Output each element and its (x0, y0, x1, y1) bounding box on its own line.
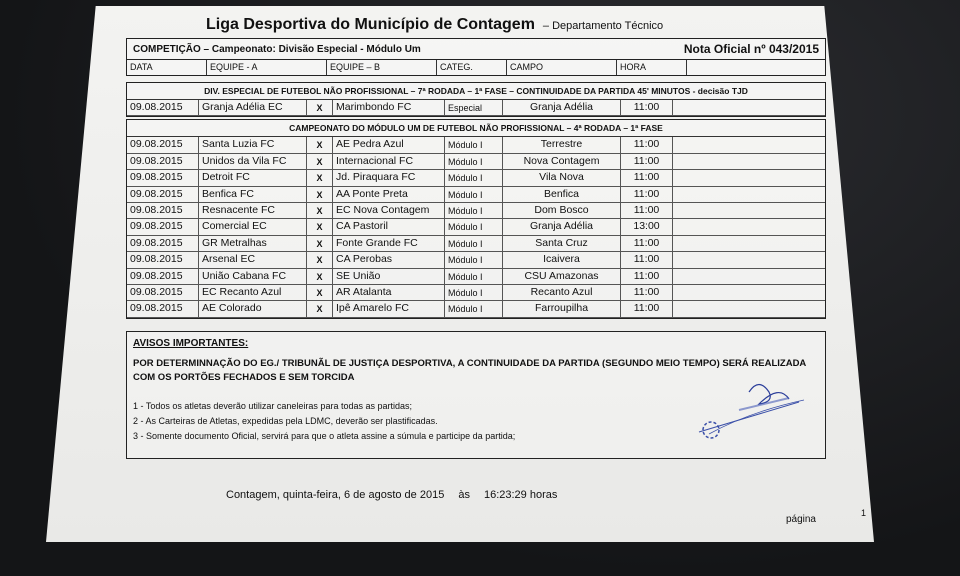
table-row (127, 236, 825, 252)
field-name: Granja Adélia (503, 219, 621, 234)
team-b: Marimbondo FC (333, 100, 445, 115)
col-field: CAMPO (507, 60, 617, 75)
field-name: Benfica (503, 187, 621, 202)
field-name: CSU Amazonas (503, 269, 621, 284)
team-b: Internacional FC (333, 154, 445, 169)
team-a: Benfica FC (199, 187, 307, 202)
field-name: Terrestre (503, 137, 621, 152)
row-extra (673, 187, 825, 202)
versus-mark: X (307, 269, 333, 284)
table-row (127, 285, 825, 301)
team-b: AE Pedra Azul (333, 137, 445, 152)
team-a: Detroit FC (199, 170, 307, 185)
category: Módulo I (445, 285, 503, 300)
col-date: DATA (127, 60, 207, 75)
table-row (127, 252, 825, 268)
document-header (206, 16, 826, 34)
row-extra (673, 269, 825, 284)
versus-mark: X (307, 100, 333, 115)
section-modulo-rows (127, 137, 825, 317)
department-label: – Departamento Técnico (542, 20, 664, 32)
col-extra (687, 60, 825, 75)
versus-mark: X (307, 236, 333, 251)
col-time: HORA (617, 60, 687, 75)
row-extra (673, 137, 825, 152)
col-team-a: EQUIPE - A (207, 60, 327, 75)
nota-number: nº 043/2015 (753, 42, 819, 56)
avisos-main-text: POR DETERMINNAÇÃO DO EG./ TRIBUNÃL DE JUSTIÇA DESPORTIVA, A CONTINUIDADE DA PARTIDA (SEGUNDO MEIO TEMPO) SERÁ REALIZADA COM OS PORTÕES FECHADOS E SEM TORCIDA (133, 357, 806, 383)
team-a: GR Metralhas (199, 236, 307, 251)
team-b: AA Ponte Preta (333, 187, 445, 202)
table-row (127, 219, 825, 235)
match-time: 11:00 (621, 170, 673, 185)
match-date: 09.08.2015 (127, 203, 199, 218)
category: Módulo I (445, 252, 503, 267)
team-a: Arsenal EC (199, 252, 307, 267)
match-date: 09.08.2015 (127, 252, 199, 267)
match-time: 11:00 (621, 252, 673, 267)
team-a: AE Colorado (199, 301, 307, 316)
match-time: 11:00 (621, 187, 673, 202)
team-a: Resnacente FC (199, 203, 307, 218)
match-time: 11:00 (621, 301, 673, 316)
match-date: 09.08.2015 (127, 100, 199, 115)
row-extra (673, 100, 825, 115)
category: Módulo I (445, 187, 503, 202)
team-b: AR Atalanta (333, 285, 445, 300)
row-extra (673, 219, 825, 234)
team-a: Santa Luzia FC (199, 137, 307, 152)
row-extra (673, 252, 825, 267)
signature-stamp-icon (689, 372, 809, 442)
field-name: Dom Bosco (503, 203, 621, 218)
table-row (127, 301, 825, 317)
nota-oficial (684, 42, 819, 56)
row-extra (673, 170, 825, 185)
document-footer (126, 489, 826, 501)
table-row (127, 187, 825, 203)
table-row (127, 269, 825, 285)
versus-mark: X (307, 187, 333, 202)
match-date: 09.08.2015 (127, 219, 199, 234)
match-time: 11:00 (621, 285, 673, 300)
match-date: 09.08.2015 (127, 285, 199, 300)
section-especial-rows (127, 100, 825, 116)
table-row (127, 137, 825, 153)
page-label: página (785, 514, 816, 525)
versus-mark: X (307, 252, 333, 267)
field-name: Santa Cruz (503, 236, 621, 251)
team-a: Comercial EC (199, 219, 307, 234)
field-name: Farroupilha (503, 301, 621, 316)
versus-mark: X (307, 301, 333, 316)
match-time: 11:00 (621, 236, 673, 251)
category: Módulo I (445, 219, 503, 234)
match-time: 11:00 (621, 203, 673, 218)
table-row (127, 203, 825, 219)
team-b: CA Perobas (333, 252, 445, 267)
field-name: Nova Contagem (503, 154, 621, 169)
match-date: 09.08.2015 (127, 137, 199, 152)
official-note-document (126, 16, 866, 525)
category: Módulo I (445, 203, 503, 218)
match-date: 09.08.2015 (127, 170, 199, 185)
col-team-b: EQUIPE – B (327, 60, 437, 75)
team-a: Unidos da Vila FC (199, 154, 307, 169)
match-time: 13:00 (621, 219, 673, 234)
team-b: EC Nova Contagem (333, 203, 445, 218)
match-date: 09.08.2015 (127, 187, 199, 202)
col-category: CATEG. (437, 60, 507, 75)
row-extra (673, 236, 825, 251)
match-time: 11:00 (621, 137, 673, 152)
page-number: 1 (860, 508, 866, 518)
field-name: Icaivera (503, 252, 621, 267)
versus-mark: X (307, 219, 333, 234)
match-date: 09.08.2015 (127, 236, 199, 251)
footer-time: 16:23:29 horas (483, 488, 558, 501)
team-b: SE União (333, 269, 445, 284)
table-row (127, 154, 825, 170)
table-row (127, 170, 825, 186)
category: Módulo I (445, 301, 503, 316)
team-b: CA Pastoril (333, 219, 445, 234)
category: Módulo I (445, 154, 503, 169)
org-title: Liga Desportiva do Município de Contagem (206, 16, 535, 33)
section-modulo-title: CAMPEONATO DO MÓDULO UM DE FUTEBOL NÃO PROFISSIONAL – 4ª RODADA – 1ª FASE (127, 120, 825, 137)
match-time: 11:00 (621, 154, 673, 169)
category: Módulo I (445, 170, 503, 185)
competition-label: COMPETIÇÃO – Campeonato: Divisão Especial - Módulo Um (133, 43, 421, 55)
aviso-item-1: 1 - Todos os atletas deverão utilizar caneleiras para todas as partidas; (133, 400, 412, 411)
footer-place-date: Contagem, quinta-feira, 6 de agosto de 2015 (226, 488, 445, 501)
row-extra (673, 154, 825, 169)
field-name: Vila Nova (503, 170, 621, 185)
footer-at: às (458, 488, 470, 501)
team-b: Ipê Amarelo FC (333, 301, 445, 316)
nota-label: Nota Oficial (683, 42, 751, 56)
avisos-title: AVISOS IMPORTANTES: (133, 337, 249, 349)
row-extra (673, 285, 825, 300)
team-b: Jd. Piraquara FC (333, 170, 445, 185)
match-time: 11:00 (621, 100, 673, 115)
match-date: 09.08.2015 (127, 269, 199, 284)
match-date: 09.08.2015 (127, 301, 199, 316)
aviso-item-3: 3 - Somente documento Oficial, servirá para que o atleta assine a súmula e participe da partida; (133, 430, 516, 441)
row-extra (673, 301, 825, 316)
team-b: Fonte Grande FC (333, 236, 445, 251)
team-a: União Cabana FC (199, 269, 307, 284)
versus-mark: X (307, 285, 333, 300)
section-especial-title: DIV. ESPECIAL DE FUTEBOL NÃO PROFISSIONAL – 7ª RODADA – 1ª FASE – CONTINUIDADE DA PARTIDA 45' MINUTOS - decisão TJD (127, 83, 825, 100)
versus-mark: X (307, 170, 333, 185)
team-a: Granja Adélia EC (199, 100, 307, 115)
field-name: Recanto Azul (503, 285, 621, 300)
versus-mark: X (307, 137, 333, 152)
match-time: 11:00 (621, 269, 673, 284)
avisos-box (126, 331, 826, 459)
category: Módulo I (445, 269, 503, 284)
column-headers (126, 60, 826, 76)
section-especial (126, 82, 826, 117)
section-modulo-um (126, 119, 826, 318)
versus-mark: X (307, 203, 333, 218)
team-a: EC Recanto Azul (199, 285, 307, 300)
match-date: 09.08.2015 (127, 154, 199, 169)
competition-row (126, 38, 826, 60)
table-row (127, 100, 825, 116)
aviso-item-2: 2 - As Carteiras de Atletas, expedidas pela LDMC, deverão ser plastificadas. (133, 415, 438, 426)
field-name: Granja Adélia (503, 100, 621, 115)
row-extra (673, 203, 825, 218)
versus-mark: X (307, 154, 333, 169)
category: Especial (445, 100, 503, 115)
category: Módulo I (445, 236, 503, 251)
category: Módulo I (445, 137, 503, 152)
